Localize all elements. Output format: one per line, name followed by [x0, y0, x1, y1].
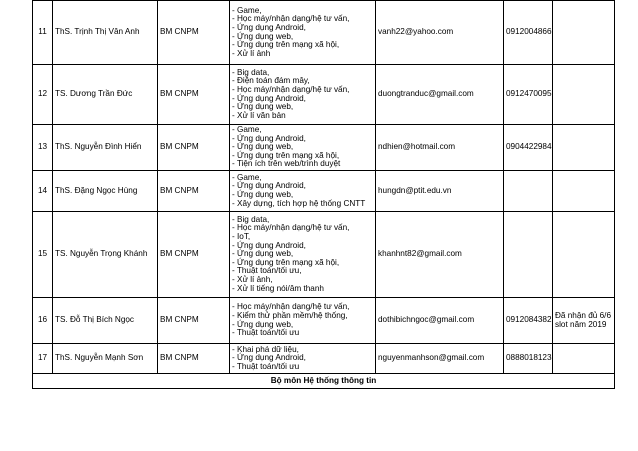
email-address: nguyenmanhson@gmail.com: [376, 344, 504, 374]
department: BM CNPM: [158, 1, 230, 65]
topic-line: - Game,: [232, 172, 262, 182]
topic-line: - Ứng dụng web,: [232, 31, 294, 41]
lecturer-name: ThS. Nguyễn Mạnh Sơn: [53, 344, 158, 374]
topic-line: - Ứng dụng Android,: [232, 181, 306, 191]
lecturer-name: TS. Đỗ Thị Bích Ngọc: [53, 298, 158, 344]
section-title: Bộ môn Hệ thống thông tin: [33, 374, 615, 389]
phone-number: 0904422984: [504, 125, 553, 171]
department: BM CNPM: [158, 125, 230, 171]
research-topics: [230, 344, 376, 374]
faculty-table: [32, 0, 615, 389]
lecturer-name: TS. Nguyễn Trọng Khánh: [53, 212, 158, 298]
email-address: duongtranduc@gmail.com: [376, 65, 504, 125]
lecturer-name: TS. Dương Trần Đức: [53, 65, 158, 125]
phone-number: 0912470095: [504, 65, 553, 125]
topic-line: - Khai phá dữ liệu,: [232, 344, 299, 354]
table-row: [33, 171, 615, 212]
row-number: 15: [33, 212, 53, 298]
topic-line: - Ứng dụng web,: [232, 249, 294, 259]
research-topics: [230, 171, 376, 212]
table-row: [33, 125, 615, 171]
faculty-table-body: [33, 1, 615, 389]
topic-line: - Ứng dụng Android,: [232, 133, 306, 143]
lecturer-name: ThS. Trịnh Thị Vân Anh: [53, 1, 158, 65]
topic-line: - Ứng dụng web,: [232, 142, 294, 152]
topic-line: - Học máy/nhận dạng/hệ tư vấn,: [232, 84, 350, 94]
table-row: [33, 65, 615, 125]
topic-line: - Kiểm thử phần mềm/hệ thống,: [232, 310, 348, 320]
topic-line: - Xử lí tiếng nói/âm thanh: [232, 283, 324, 293]
topic-line: - Điện toán đám mây,: [232, 76, 310, 86]
phone-number: 0912084382: [504, 298, 553, 344]
topic-line: - Big data,: [232, 214, 270, 224]
topic-line: - Học máy/nhận dạng/hệ tư vấn,: [232, 223, 350, 233]
table-row: [33, 1, 615, 65]
research-topics: [230, 298, 376, 344]
note: [553, 125, 615, 171]
row-number: 16: [33, 298, 53, 344]
research-topics: [230, 1, 376, 65]
topic-line: - Tiện ích trên web/trình duyệt: [232, 159, 341, 169]
topic-line: - Ứng dụng web,: [232, 190, 294, 199]
email-address: khanhnt82@gmail.com: [376, 212, 504, 298]
row-number: 14: [33, 171, 53, 212]
department: BM CNPM: [158, 212, 230, 298]
row-number: 12: [33, 65, 53, 125]
department: BM CNPM: [158, 344, 230, 374]
topic-line: - Ứng dụng Android,: [232, 22, 306, 32]
topic-line: - Học máy/nhận dạng/hệ tư vấn,: [232, 14, 350, 24]
topic-line: - Ứng dụng trên mạng xã hội,: [232, 257, 340, 267]
row-number: 17: [33, 344, 53, 374]
section-row: [33, 374, 615, 389]
topic-line: - Xử lí ảnh: [232, 48, 271, 58]
topic-line: - Xử lí ảnh,: [232, 274, 273, 284]
note: [553, 171, 615, 212]
phone-number: [504, 212, 553, 298]
topic-line: - Xử lí văn bản: [232, 110, 286, 120]
topic-line: - Game,: [232, 5, 262, 15]
research-topics: [230, 65, 376, 125]
note: [553, 1, 615, 65]
topic-line: - Ứng dụng trên mạng xã hội,: [232, 40, 340, 50]
phone-number: 0888018123: [504, 344, 553, 374]
note: [553, 65, 615, 125]
department: BM CNPM: [158, 65, 230, 125]
email-address: vanh22@yahoo.com: [376, 1, 504, 65]
topic-line: - Ứng dụng web,: [232, 102, 294, 112]
topic-line: - Ứng dụng Android,: [232, 353, 306, 363]
topic-line: - Ứng dụng web,: [232, 319, 294, 329]
topic-line: - Ứng dụng Android,: [232, 93, 306, 103]
topic-line: - Ứng dụng Android,: [232, 240, 306, 250]
topic-line: - Xây dựng, tích hợp hệ thống CNTT: [232, 198, 366, 208]
topic-line: - Thuật toán/tối ưu: [232, 328, 300, 338]
email-address: ndhien@hotmail.com: [376, 125, 504, 171]
row-number: 11: [33, 1, 53, 65]
email-address: hungdn@ptit.edu.vn: [376, 171, 504, 212]
topic-line: - Game,: [232, 125, 262, 135]
lecturer-name: ThS. Nguyễn Đình Hiển: [53, 125, 158, 171]
topic-line: - Ứng dụng trên mạng xã hội,: [232, 150, 340, 160]
table-row: [33, 298, 615, 344]
topic-line: - Big data,: [232, 67, 270, 77]
research-topics: [230, 212, 376, 298]
document-page: [32, 0, 614, 389]
topic-line: - Học máy/nhận dạng/hệ tư vấn,: [232, 302, 350, 312]
row-number: 13: [33, 125, 53, 171]
table-row: [33, 212, 615, 298]
topic-line: - IoT,: [232, 232, 251, 242]
note: Đã nhận đủ 6/6 slot năm 2019: [553, 298, 615, 344]
note: [553, 212, 615, 298]
topic-line: - Thuật toán/tối ưu,: [232, 266, 302, 276]
email-address: dothibichngoc@gmail.com: [376, 298, 504, 344]
department: BM CNPM: [158, 171, 230, 212]
department: BM CNPM: [158, 298, 230, 344]
note: [553, 344, 615, 374]
topic-line: - Thuật toán/tối ưu: [232, 361, 300, 371]
phone-number: 0912004866: [504, 1, 553, 65]
research-topics: [230, 125, 376, 171]
lecturer-name: ThS. Đặng Ngọc Hùng: [53, 171, 158, 212]
phone-number: [504, 171, 553, 212]
table-row: [33, 344, 615, 374]
